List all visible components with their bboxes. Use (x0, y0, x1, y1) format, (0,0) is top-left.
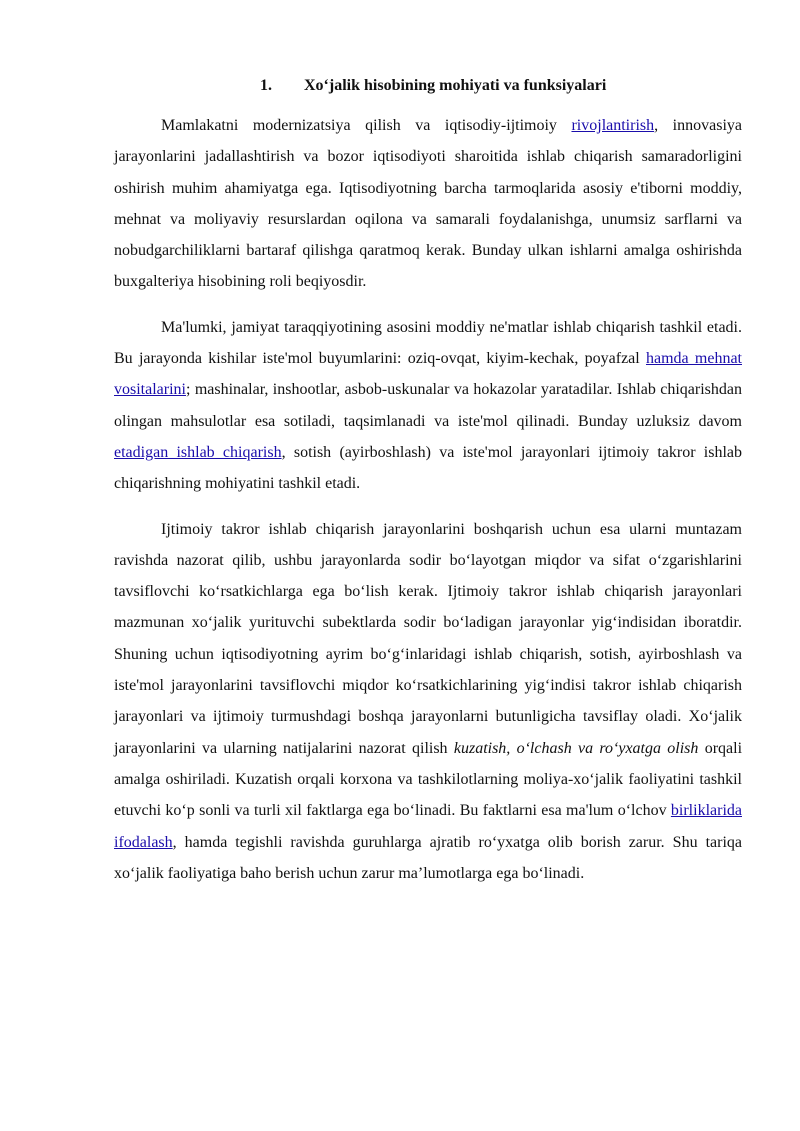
link-birliklarida-ifodalash[interactable]: birliklarida ifodalash (114, 802, 742, 851)
paragraph-2 (114, 312, 742, 500)
paragraph-2-text-a: Ma'lumki, jamiyat taraqqiyotining asosini moddiy ne'matlar ishlab chiqarish tashkil etadi. Bu jarayonda kishilar iste'mol buyumlarini: oziq-ovqat, kiyim-kechak, poyafzal (114, 318, 742, 368)
paragraph-1-text-a: Mamlakatni modernizatsiya qilish va iqtisodiy-ijtimoiy (161, 117, 572, 134)
paragraph-3-emphasis: kuzatish, o‘lchash va ro‘yxatga olish (453, 739, 699, 757)
section-number: 1. (260, 77, 272, 94)
paragraph-3-text-a: Ijtimoiy takror ishlab chiqarish jarayonlarini boshqarish uchun esa ularni muntazam ravishda nazorat qilib, ushbu jarayonlarda sodir bo‘layotgan miqdor va sifat o‘zgarishlarini tavsiflovchi ko‘rsatkichlarga ega bo‘lish kerak. Ijtimoiy takror ishlab chiqarish jarayonlari mazmunan xo‘jalik yurituvchi subektlarda sodir bo‘ladigan jarayonlar yig‘indisidan iboratdir. Shuning uchun iqtisodiyotning ayrim bo‘g‘inlaridagi ishlab chiqarish, sotish, ayirboshlash va iste'mol jarayonlarini tavsiflovchi miqdor ko‘rsatkichlarining yig‘indisi takror ishlab chiqarish jarayonlari va ijtimoiy turmushdagi boshqa jarayonlarni butunligicha tavsiflay oladi. Xo‘jalik jarayonlarini va ularning natijalarini nazorat qilish (114, 520, 742, 757)
paragraph-3-text-b: orqali amalga oshiriladi. Kuzatish orqali korxona va tashkilotlarning moliya-xo‘jalik faoliyatini tashkil etuvchi ko‘p sonli va turli xil faktlarga ega bo‘linadi. Bu faktlarni esa ma'lum o‘lchov (114, 739, 743, 820)
link-rivojlantirish[interactable]: rivojlantirish (571, 117, 655, 134)
section-heading (114, 74, 742, 98)
paragraph-3-text-c: , hamda tegishli ravishda guruhlarga ajratib ro‘yxatga olib borish zarur. Shu tariqa xo‘jalik faoliyatiga baho berish uchun zarur ma’lumotlarga ega bo‘linadi. (114, 833, 742, 882)
paragraph-1 (114, 110, 742, 298)
link-etadigan-ishlab-chiqarish[interactable]: etadigan ishlab chiqarish (114, 443, 282, 461)
paragraph-2-text-c: , sotish (ayirboshlash) va iste'mol jarayonlari ijtimoiy takror ishlab chiqarishning mohiyatini tashkil etadi. (114, 443, 742, 493)
paragraph-2-text-b: ; mashinalar, inshootlar, asbob-uskunalar va hokazolar yaratadilar. Ishlab chiqarishdan olingan mahsulotlar esa sotiladi, taqsimlanadi va iste'mol qilinadi. Bunday uzluksiz davom (114, 381, 742, 430)
document-page (114, 74, 742, 903)
paragraph-1-text-b: , innovasiya jarayonlarini jadallashtirish va bozor iqtisodiyoti sharoitida ishlab chiqarish samaradorligini oshirish muhim ahamiyatga ega. Iqtisodiyotning barcha tarmoqlarida asosiy e'tiborni moddiy, mehnat va moliyaviy resurslardan oqilona va samarali foydalanishga, unumsiz sarflarni va nobudgarchiliklarni bartaraf qilishga qaratmoq kerak. Bunday ulkan ishlarni amalga oshirishda buxgalteriya hisobining roli beqiyosdir. (114, 117, 742, 291)
paragraph-3 (114, 514, 742, 890)
section-title: Xo‘jalik hisobining mohiyati va funksiyalari (304, 77, 607, 94)
link-hamda-mehnat-vositalarini[interactable]: hamda mehnat vositalarini (114, 350, 742, 399)
